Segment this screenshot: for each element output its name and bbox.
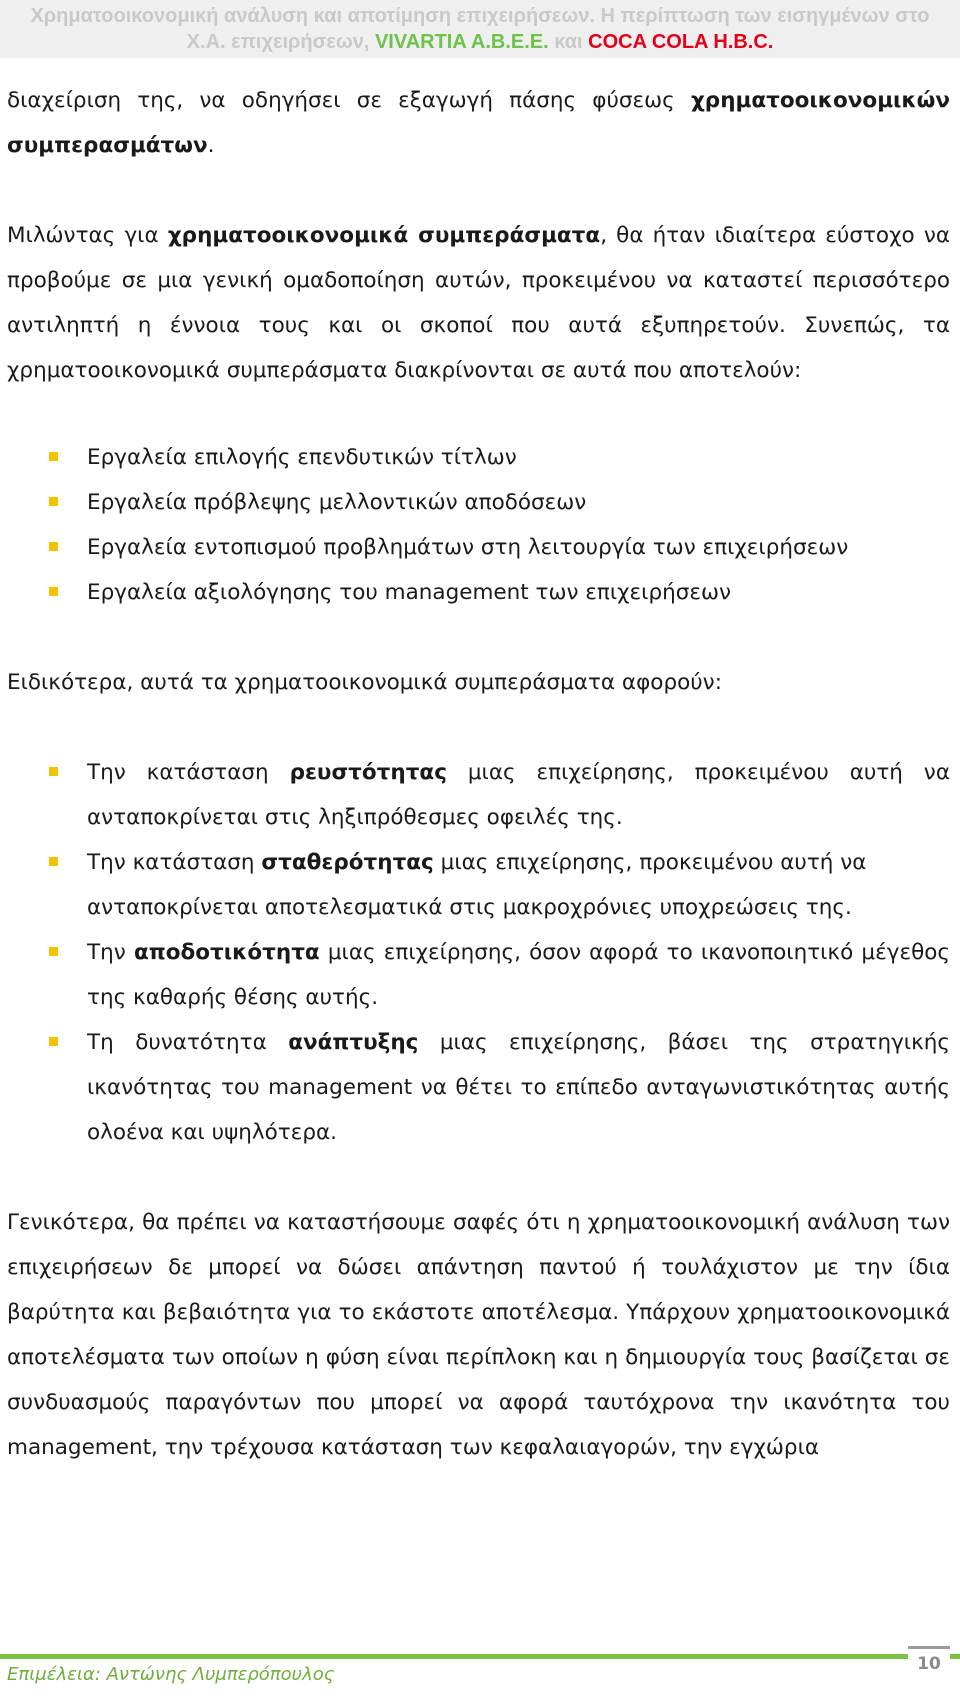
- footer-divider: [0, 1654, 960, 1659]
- paragraph-4: Γενικότερα, θα πρέπει να καταστήσουμε σαφές ότι η χρηματοοικονομική ανάλυση των επιχειρήσεων δε μπορεί να δώσει απάντηση παντού ή τουλάχιστον με την ίδια βαρύτητα και βεβαιότητα για το εκάστοτε αποτέλεσμα. Υπάρχουν χρηματοοικονομικά αποτελέσματα των οποίων η φύση είναι περίπλοκη και η δημιουργία τους βασίζεται σε συνδυασμούς παραγόντων που μπορεί να αφορά ταυτόχρονα την ικανότητα του management, την τρέχουσα κατάσταση των κεφαλαιαγορών, την εγχώρια: [7, 1210, 950, 1460]
- bullet-square-icon: [49, 767, 58, 776]
- concern-post: μιας επιχείρησης, όσον αφορά το ικανοποιητικό μέγεθος της καθαρής θέσης αυτής.: [87, 940, 950, 1010]
- bullet-square-icon: [49, 497, 58, 506]
- list-item: [7, 930, 950, 1020]
- header-line-2: [0, 29, 960, 55]
- concern-post: μιας επιχείρησης, βάσει της στρατηγικής ικανότητας του management να θέτει το επίπεδο ανταγωνιστικότητας αυτής ολοένα και υψηλότερα.: [87, 1030, 950, 1145]
- paragraph-1-text: διαχείριση της, να οδηγήσει σε εξαγωγή πάσης φύσεως: [7, 88, 691, 113]
- paragraph-1-end: .: [207, 133, 215, 158]
- concern-pre: Την κατάσταση: [87, 760, 290, 785]
- list-item: [7, 525, 950, 570]
- paragraph-1: [7, 78, 950, 168]
- footer-editor: Επιμέλεια: Αντώνης Λυμπερόπουλος: [7, 1664, 335, 1685]
- header-line-2-prefix: Χ.Α. επιχειρήσεων,: [186, 31, 375, 53]
- paragraph-2-start: Μιλώντας για: [7, 223, 168, 248]
- page-body: [7, 78, 950, 1470]
- list-item: [7, 435, 950, 480]
- bullet-square-icon: [49, 1037, 58, 1046]
- list-item-text: Εργαλεία πρόβλεψης μελλοντικών αποδόσεων: [87, 490, 587, 515]
- paragraph-2: [7, 213, 950, 393]
- list-item: [7, 840, 950, 930]
- paragraph-3: Ειδικότερα, αυτά τα χρηματοοικονομικά συμπεράσματα αφορούν:: [7, 670, 722, 695]
- header-coca-cola: COCA COLA H.B.C.: [588, 31, 774, 53]
- list-item-text: Εργαλεία αξιολόγησης του management των επιχειρήσεων: [87, 580, 731, 605]
- tools-list: [7, 435, 950, 615]
- list-item-text: Εργαλεία εντοπισμού προβλημάτων στη λειτουργία των επιχειρήσεων: [87, 535, 849, 560]
- concern-bold: ρευστότητας: [289, 760, 447, 785]
- concern-post: μιας επιχείρησης, προκειμένου αυτή να ανταποκρίνεται στις ληξιπρόθεσμες οφειλές της.: [87, 760, 950, 830]
- bullet-square-icon: [49, 542, 58, 551]
- bullet-square-icon: [49, 947, 58, 956]
- bullet-square-icon: [49, 857, 58, 866]
- list-item: [7, 480, 950, 525]
- list-item: [7, 1020, 950, 1155]
- concern-bold: σταθερότητας: [261, 850, 434, 875]
- paragraph-2-bold: χρηματοοικονομικά συμπεράσματα: [167, 223, 601, 248]
- header-vivartia: VIVARTIA A.B.E.E.: [374, 31, 549, 53]
- running-header: [0, 0, 960, 58]
- concerns-list: [7, 750, 950, 1155]
- page-number: 10: [908, 1646, 950, 1682]
- list-item-text: Εργαλεία επιλογής επενδυτικών τίτλων: [87, 445, 517, 470]
- concern-post-continued: ανταποκρίνεται αποτελεσματικά στις μακροχρόνιες υποχρεώσεις της.: [87, 895, 852, 920]
- concern-post: μιας επιχείρησης, προκειμένου αυτή να: [433, 850, 867, 875]
- concern-bold: ανάπτυξης: [288, 1030, 419, 1055]
- paragraph-2-rest: , θα ήταν ιδιαίτερα εύστοχο να προβούμε σε μια γενική ομαδοποίηση αυτών, προκειμένου να καταστεί περισσότερο αντιληπτή η έννοια τους και οι σκοποί που αυτά εξυπηρετούν. Συνεπώς, τα χρηματοοικονομικά συμπεράσματα διακρίνονται σε αυτά που αποτελούν:: [7, 223, 951, 383]
- concern-bold: αποδοτικότητα: [133, 940, 320, 965]
- header-and: και: [548, 31, 589, 53]
- bullet-square-icon: [49, 587, 58, 596]
- header-line-1: Χρηματοοικονομική ανάλυση και αποτίμηση επιχειρήσεων. Η περίπτωση των εισηγμένων στο: [30, 5, 930, 27]
- bullet-square-icon: [49, 452, 58, 461]
- list-item: [7, 750, 950, 840]
- concern-pre: Την: [87, 940, 134, 965]
- list-item: [7, 570, 950, 615]
- concern-pre: Τη δυνατότητα: [87, 1030, 289, 1055]
- paragraph-1-bold: χρηματοοικονομικών συμπερασμάτων: [7, 88, 950, 158]
- concern-pre: Την κατάσταση: [87, 850, 262, 875]
